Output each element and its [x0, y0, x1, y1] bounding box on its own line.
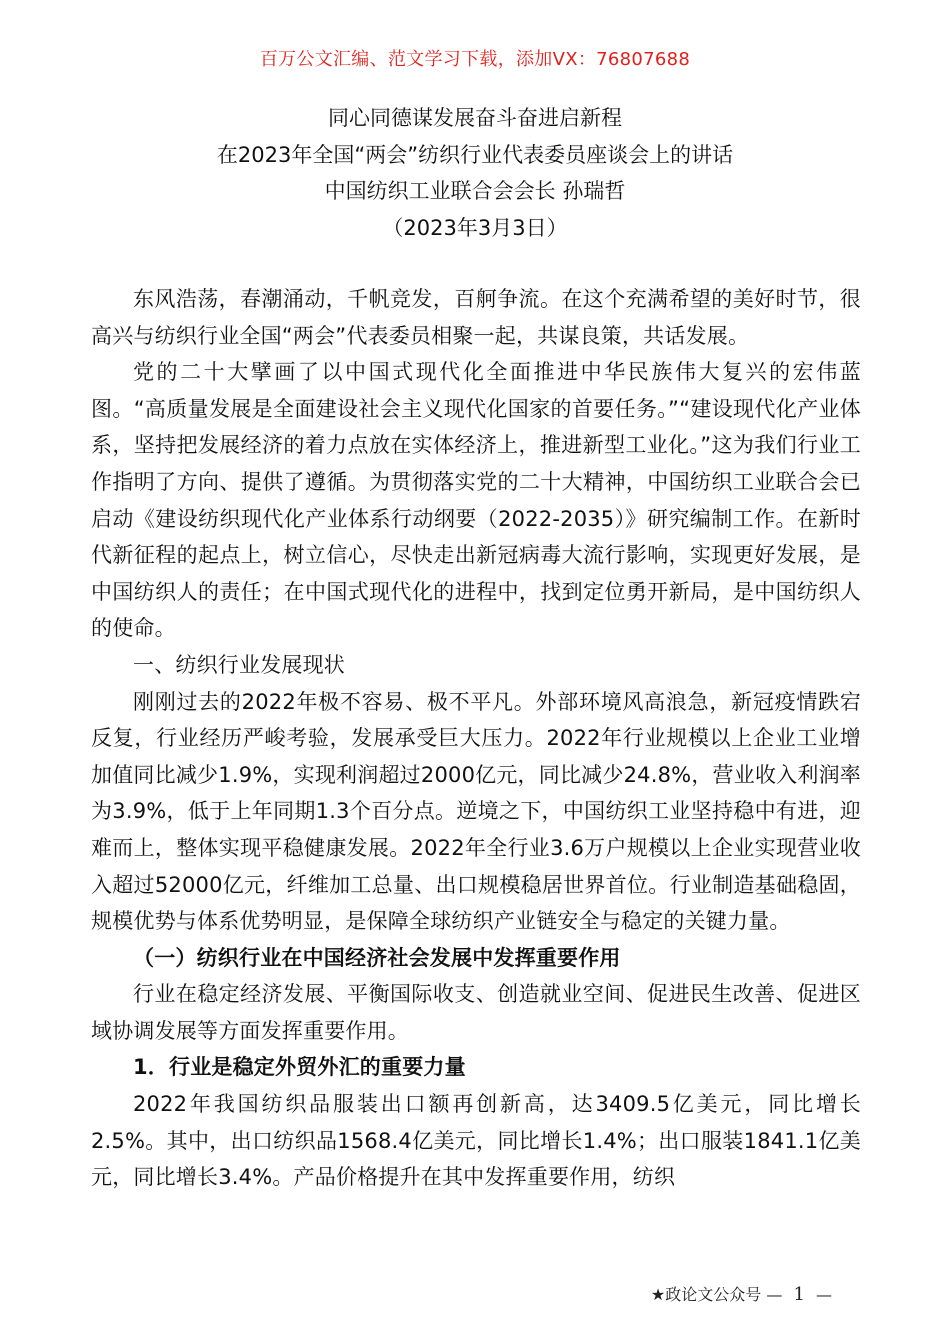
subsection-heading-1: （一）纺织行业在中国经济社会发展中发挥重要作用 [133, 945, 621, 970]
section-heading-1: 一、纺织行业发展现状 [133, 652, 345, 677]
speech-subtitle: 在2023年全国“两会”纺织行业代表委员座谈会上的讲话 [216, 142, 734, 167]
footer-dash-left: — [766, 1285, 783, 1304]
speech-title: 同心同德谋发展奋斗奋进启新程 [328, 106, 622, 130]
paragraph-2022-review: 刚刚过去的2022年极不容易、极不平凡。外部环境风高浪急，新冠疫情跌宕反复，行业经历严峻考验，发展承受巨大压力。2022年行业规模以上企业工业增加值同比减少1.9%，实现利润超过2000亿元，同比减少24.8%，营业收入利润率为3.9%，低于上年同期1.3个百分点。逆境之下，中国纺织工业坚持稳中有进，迎难而上，整体实现平稳健康发展。2022年全行业3.6万户规模以上企业实现营业收入超过52000亿元，纤维加工总量、出口规模稳居世界首位。行业制造基础稳固，规模优势与体系优势明显，是保障全球纺织产业链安全与稳定的关键力量。 [91, 689, 861, 934]
paragraph-role: 行业在稳定经济发展、平衡国际收支、创造就业空间、促进民生改善、促进区域协调发展等方面发挥重要作用。 [91, 982, 861, 1043]
point-heading-1: 1．行业是稳定外贸外汇的重要力量 [133, 1055, 466, 1080]
speaker-line: 中国纺织工业联合会会长 孙瑞哲 [324, 179, 626, 203]
paragraph-exports: 2022年我国纺织品服装出口额再创新高，达3409.5亿美元，同比增长2.5%。其中，出口纺织品1568.4亿美元，同比增长1.4%；出口服装1841.1亿美元，同比增长3.4%。产品价格提升在其中发挥重要作用，纺织 [91, 1092, 861, 1190]
page-number: 1 [793, 1284, 805, 1305]
title-block [0, 100, 950, 246]
watermark-banner: 百万公文汇编、范文学习下载，添加VX：76807688 [259, 49, 691, 70]
page-footer [651, 1283, 832, 1307]
paragraph-opening: 东风浩荡，春潮涌动，千帆竞发，百舸争流。在这个充满希望的美好时节，很高兴与纺织行业全国“两会”代表委员相聚一起，共谋良策，共话发展。 [91, 287, 861, 348]
speech-date: （2023年3月3日） [382, 215, 568, 240]
document-body [91, 281, 861, 1196]
paragraph-congress: 党的二十大擘画了以中国式现代化全面推进中华民族伟大复兴的宏伟蓝图。“高质量发展是全面建设社会主义现代化国家的首要任务。”“建设现代化产业体系，坚持把发展经济的着力点放在实体经济上，推进新型工业化。”这为我们行业工作指明了方向、提供了遵循。为贯彻落实党的二十大精神，中国纺织工业联合会已启动《建设纺织现代化产业体系行动纲要（2022-2035）》研究编制工作。在新时代新征程的起点上，树立信心，尽快走出新冠病毒大流行影响，实现更好发展，是中国纺织人的责任；在中国式现代化的进程中，找到定位勇开新局，是中国纺织人的使命。 [91, 360, 861, 641]
footer-dash-right: — [816, 1285, 832, 1304]
footer-source: ★政论文公众号 [650, 1285, 762, 1304]
